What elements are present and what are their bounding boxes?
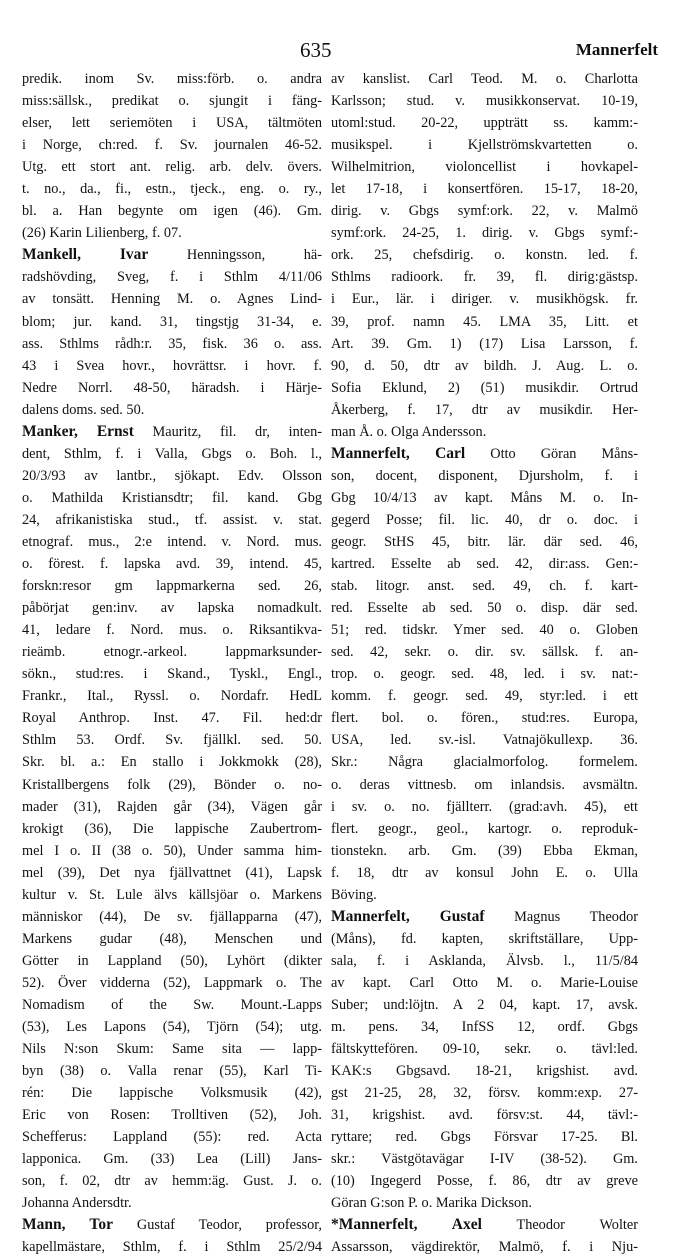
text-line: o. förest. f. lapska avd. 39, intend. 45, bbox=[22, 556, 322, 573]
text-line: människor (44), De sv. fjällapparna (47), bbox=[22, 908, 322, 925]
text-line: flert. geogr., geol., kartogr. o. reproduk- bbox=[331, 820, 638, 837]
text-line: predik. inom Sv. miss:förb. o. andra bbox=[22, 71, 322, 87]
text-line: gst 21-25, 28, 32, försv. komm:exp. 27- bbox=[331, 1085, 638, 1102]
text-line: Frankr., Ital., Ryssl. o. Nordafr. HedL bbox=[22, 688, 322, 705]
text-line: symf:ork. 24-25, 1. dirig. v. Gbgs symf:- bbox=[331, 225, 638, 242]
text-line: Schefferus: Lappland (55): red. Acta bbox=[22, 1129, 322, 1146]
text-line: Skr.: Några glacialmorfolog. formelem. bbox=[331, 754, 638, 771]
text-line: gegerd Posse; fil. lic. 40, dr o. doc. i bbox=[331, 511, 638, 528]
text-line: kultur v. St. Lule älvs källsjöar o. Markens bbox=[22, 886, 322, 903]
text-line: byn (38) o. Valla renar (55), Karl Ti- bbox=[22, 1063, 322, 1080]
text-line: dirig. v. Gbgs symf:ork. 22, v. Malmö bbox=[331, 203, 638, 220]
left-column bbox=[22, 68, 322, 1259]
text-line: mader (31), Rajden går (34), Vägen går bbox=[22, 798, 322, 815]
text-line: Mankell, Ivar Henningsson, hä- bbox=[22, 246, 322, 264]
entry-headword: Mann, Tor bbox=[22, 1216, 113, 1234]
text-line: Royal Anthrop. Inst. 47. Fil. hed:dr bbox=[22, 710, 322, 727]
text-line: Markens gudar (48), Menschen und bbox=[22, 930, 322, 947]
running-head: Mannerfelt bbox=[575, 40, 658, 59]
text-line: let 17-18, i konsertfören. 15-17, 18-20, bbox=[331, 181, 638, 198]
text-line: krokigt (36), Die lappische Zaubertrom- bbox=[22, 820, 322, 837]
text-line: Mannerfelt, Carl Otto Göran Måns- bbox=[331, 444, 638, 462]
text-line: ass. Sthlms rådh:r. 35, fisk. 36 o. ass. bbox=[22, 335, 322, 352]
text-line: bl. a. Han begynte om igen (46). Gm. bbox=[22, 203, 322, 220]
text-line: rén: Die lappische Volksmusik (42), bbox=[22, 1085, 322, 1102]
text-line: kartred. Esselte ab sed. 42, dir:ass. Gen:- bbox=[331, 556, 638, 573]
text-line: elser, lett seriemöten i USA, tältmöten bbox=[22, 115, 322, 132]
text-line: Sthlm 53. Ordf. Sv. fjällkl. sed. 50. bbox=[22, 732, 322, 749]
text-line: kapellmästare, Sthlm, f. i Sthlm 25/2/94 bbox=[22, 1239, 322, 1256]
text-line: red. Esselte ab sed. 50 o. disp. där sed. bbox=[331, 600, 638, 617]
text-line: mel I o. II (38 o. 50), Under samma him- bbox=[22, 842, 322, 859]
text-line: ork. 25, chefsdirig. o. konstn. led. f. bbox=[331, 247, 638, 264]
text-line: rieämb. etnogr.-arkeol. lappmarksunder- bbox=[22, 644, 322, 661]
text-line: Skr. bl. a.: En stallo i Jokkmokk (28), bbox=[22, 754, 322, 771]
text-line: o. deras vittnesb. om inlandsis. avsmältn. bbox=[331, 776, 638, 793]
text-line: dent, Sthlm, f. i Valla, Gbgs o. Boh. l., bbox=[22, 445, 322, 462]
text-line: (26) Karin Lilienberg, f. 07. bbox=[22, 225, 182, 242]
text-line: (53), Les Lapons (54), Tjörn (54); utg. bbox=[22, 1019, 322, 1036]
text-line: dalens doms. sed. 50. bbox=[22, 401, 145, 418]
text-line: Mannerfelt, Gustaf Magnus Theodor bbox=[331, 907, 638, 925]
text-line: 31, krigshist. avd. försv:st. 44, tävl:- bbox=[331, 1107, 638, 1124]
text-line: lapponica. Gm. (33) Lea (Lill) Jans- bbox=[22, 1151, 322, 1168]
text-line: 20/3/93 av lantbr., sjökapt. Edv. Olsson bbox=[22, 467, 322, 484]
text-line: Böving. bbox=[331, 886, 377, 903]
text-line: Nedre Norrl. 48-50, häradsh. i Härje- bbox=[22, 379, 322, 396]
entry-headword: Mankell, Ivar bbox=[22, 246, 149, 264]
text-line: son, f. 02, dtr av hemm:äg. Gust. J. o. bbox=[22, 1173, 322, 1190]
text-line: Johanna Andersdtr. bbox=[22, 1195, 132, 1212]
text-line: 90, d. 50, dtr av bildh. J. Aug. L. o. bbox=[331, 357, 638, 374]
text-line: i Eur., lär. i diriger. v. musikhögsk. fr. bbox=[331, 291, 638, 308]
text-line: ryttare; red. Gbgs Försvar 17-25. Bl. bbox=[331, 1129, 638, 1146]
text-line: stab. litogr. anst. sed. 49, ch. f. kart- bbox=[331, 578, 638, 595]
text-line: Sofia Eklund, 2) (51) musikdir. Ortrud bbox=[331, 379, 638, 396]
text-line: Kristallbergens folk (29), Bönder o. no- bbox=[22, 776, 322, 793]
text-line: Götter in Lappland (50), Lyhört (dikter bbox=[22, 952, 322, 969]
text-line: geogr. StHS 45, bitr. lär. där sed. 46, bbox=[331, 533, 638, 550]
text-line: o. Mathilda Kristiansdtr; fil. kand. Gbg bbox=[22, 489, 322, 506]
text-line: flert. bol. o. fören., stud:res. Europa, bbox=[331, 710, 638, 727]
page-number: 635 bbox=[300, 38, 332, 62]
text-line: påbörjat gen:inv. av lapska nomadkult. bbox=[22, 600, 322, 617]
entry-headword: *Mannerfelt, Axel bbox=[331, 1216, 482, 1234]
text-line: av tonsätt. Henning M. o. Agnes Lind- bbox=[22, 291, 322, 308]
text-line: musikspel. i Kjellströmskvartetten o. bbox=[331, 137, 638, 154]
text-line: Art. 39. Gm. 1) (17) Lisa Larsson, f. bbox=[331, 335, 638, 352]
text-line: sökn., stud:res. i Skand., Tyskl., Engl., bbox=[22, 666, 322, 683]
text-line: radshövding, Sveg, f. i Sthlm 4/11/06 bbox=[22, 269, 322, 286]
text-line: i Norge, ch:red. f. Sv. journalen 46-52. bbox=[22, 137, 322, 154]
right-column bbox=[331, 68, 638, 1259]
text-line: 51; red. tidskr. Ymer sed. 40 o. Globen bbox=[331, 622, 638, 639]
text-line: trop. o. geogr. sed. 48, led. i sv. nat:- bbox=[331, 666, 638, 683]
text-line: 41, ledare f. Nord. mus. o. Riksantikva- bbox=[22, 622, 322, 639]
text-line: USA, led. sv.-isl. Vatnajökullexp. 36. bbox=[331, 732, 638, 749]
text-line: Eric von Rosen: Trolltiven (52), Joh. bbox=[22, 1107, 322, 1124]
text-line: man Å. o. Olga Andersson. bbox=[331, 423, 487, 440]
text-line: f. 18, dtr av konsul John E. o. Ulla bbox=[331, 864, 638, 881]
text-line: sed. 42, sekr. o. dir. sv. sällsk. f. an- bbox=[331, 644, 638, 661]
text-line: mel (39), Det nya fjällvattnet (41), Lapsk bbox=[22, 864, 322, 881]
text-line: 24, afrikanistiska stud., tf. assist. v. stat. bbox=[22, 511, 322, 528]
text-line: *Mannerfelt, Axel Theodor Wolter bbox=[331, 1216, 638, 1234]
text-line: Gbg 10/4/13 av kapt. Måns M. o. In- bbox=[331, 489, 638, 506]
text-line: av kanslist. Carl Teod. M. o. Charlotta bbox=[331, 71, 638, 87]
text-line: miss:sällsk., predikat o. sjungit i fäng- bbox=[22, 93, 322, 110]
text-line: Mann, Tor Gustaf Teodor, professor, bbox=[22, 1216, 322, 1234]
text-line: Åkerberg, f. 17, dtr av musikdir. Her- bbox=[331, 401, 638, 418]
text-line: 39, prof. namn 45. LMA 35, Litt. et bbox=[331, 313, 638, 330]
text-line: sala, f. i Asklanda, Älvsb. l., 11/5/84 bbox=[331, 952, 638, 969]
text-line: i sv. o. no. fjällterr. (grad:avh. 45), ett bbox=[331, 798, 638, 815]
text-line: Utg. ett stort ant. relig. arb. delv. övers. bbox=[22, 159, 322, 176]
text-line: son, docent, disponent, Djursholm, f. i bbox=[331, 467, 638, 484]
text-line: komm. f. geogr. sed. 49, styr:led. i ett bbox=[331, 688, 638, 705]
text-line: forskn:resor gm lappmarkerna sed. 26, bbox=[22, 578, 322, 595]
text-line: (10) Ingegerd Posse, f. 86, dtr av greve bbox=[331, 1173, 638, 1190]
text-line: tionstekn. arb. Gm. (39) Ebba Ekman, bbox=[331, 842, 638, 859]
text-line: Nomadism of the Sw. Mount.-Lapps bbox=[22, 996, 322, 1013]
text-line: fältskyttefören. 09-10, sekr. o. tävl:led. bbox=[331, 1041, 638, 1058]
text-line: Assarsson, vägdirektör, Malmö, f. i Nju- bbox=[331, 1239, 638, 1256]
entry-headword: Manker, Ernst bbox=[22, 422, 134, 440]
text-line: skr.: Västgötavägar I-IV (38-52). Gm. bbox=[331, 1151, 638, 1168]
text-line: utoml:stud. 20-22, uppträtt ss. kamm:- bbox=[331, 115, 638, 132]
entry-headword: Mannerfelt, Gustaf bbox=[331, 907, 485, 925]
text-line: 52). Över vidderna (52), Lappmark o. The bbox=[22, 974, 322, 991]
entry-headword: Mannerfelt, Carl bbox=[331, 444, 466, 462]
text-line: Wilhelmitrion, violoncellist i hovkapel- bbox=[331, 159, 638, 176]
text-line: KAK:s Gbgsavd. 18-21, krigshist. avd. bbox=[331, 1063, 638, 1080]
text-line: etnograf. mus., 2:e intend. v. Nord. mus. bbox=[22, 533, 322, 550]
text-line: Manker, Ernst Mauritz, fil. dr, inten- bbox=[22, 422, 322, 440]
text-line: Karlsson; stud. v. musikkonservat. 10-19, bbox=[331, 93, 638, 110]
text-line: (Måns), fd. kapten, skriftställare, Upp- bbox=[331, 930, 638, 947]
text-line: Nils N:son Skum: Same sita — lapp- bbox=[22, 1041, 322, 1058]
text-line: blom; jur. kand. 31, tingstjg 31-34, e. bbox=[22, 313, 322, 330]
text-line: av kapt. Carl Otto M. o. Marie-Louise bbox=[331, 974, 638, 991]
text-line: Sthlms radioork. fr. 39, fl. dirig:gästsp. bbox=[331, 269, 638, 286]
text-line: t. no., da., fi., estn., tjeck., eng. o. ry., bbox=[22, 181, 322, 198]
text-line: m. pens. 34, InfSS 12, ordf. Gbgs bbox=[331, 1019, 638, 1036]
text-line: Göran G:son P. o. Marika Dickson. bbox=[331, 1195, 532, 1212]
text-line: 43 i Svea hovr., hovrättsr. i hovr. f. bbox=[22, 357, 322, 374]
text-line: Suber; und:löjtn. A 2 04, kapt. 17, avsk. bbox=[331, 996, 638, 1013]
